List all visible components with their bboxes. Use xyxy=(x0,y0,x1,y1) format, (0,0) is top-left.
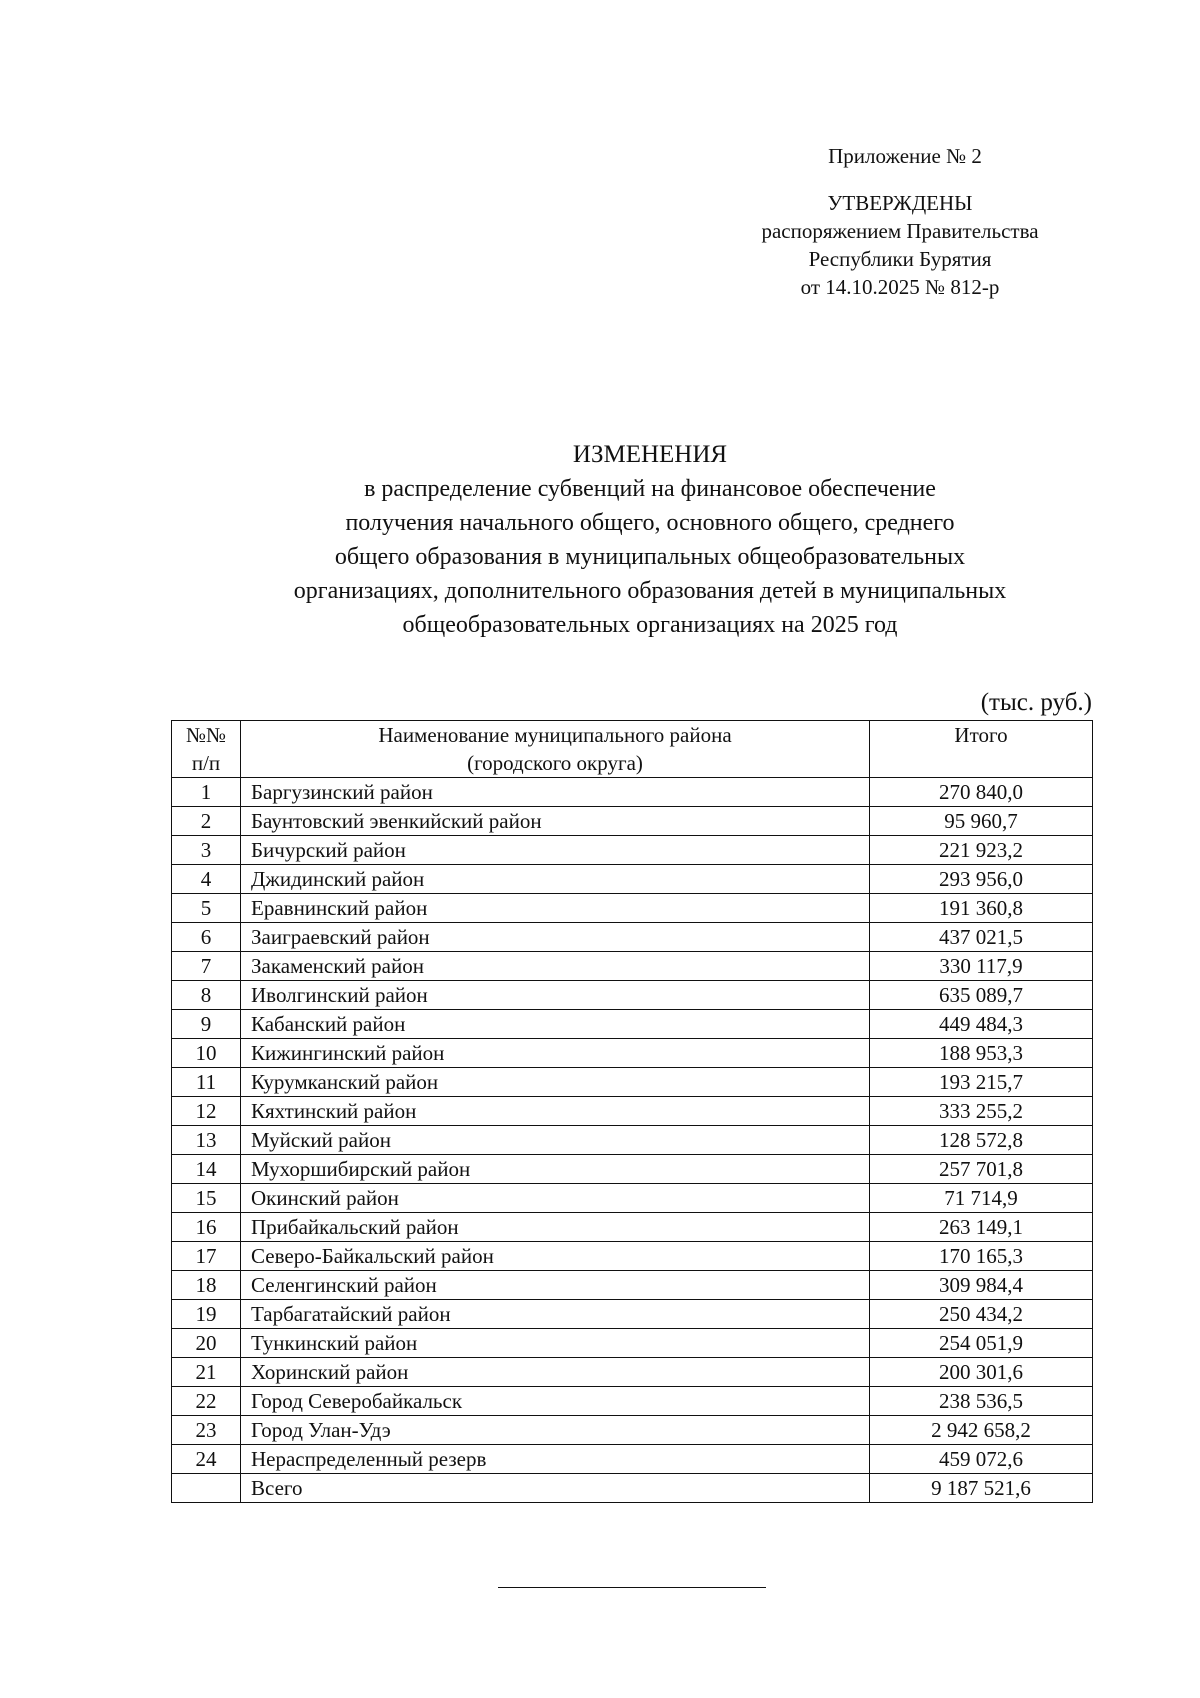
district-name: Тарбагатайский район xyxy=(241,1300,870,1329)
header-num xyxy=(172,721,241,778)
header-num-line: п/п xyxy=(191,751,221,775)
row-total: 257 701,8 xyxy=(870,1155,1093,1184)
row-number: 9 xyxy=(172,1010,241,1039)
row-total: 459 072,6 xyxy=(870,1445,1093,1474)
table-row xyxy=(172,1271,1093,1300)
table-row xyxy=(172,894,1093,923)
approved-label: УТВЕРЖДЕНЫ xyxy=(827,191,973,215)
row-total: 238 536,5 xyxy=(870,1387,1093,1416)
row-total: 293 956,0 xyxy=(870,865,1093,894)
district-name: Кяхтинский район xyxy=(241,1097,870,1126)
table-row xyxy=(172,778,1093,807)
table-row xyxy=(172,836,1093,865)
district-name: Северо-Байкальский район xyxy=(241,1242,870,1271)
table-row xyxy=(172,981,1093,1010)
row-number: 19 xyxy=(172,1300,241,1329)
table-row xyxy=(172,807,1093,836)
district-name: Бичурский район xyxy=(241,836,870,865)
row-number: 17 xyxy=(172,1242,241,1271)
total-row xyxy=(172,1474,1093,1503)
row-number: 22 xyxy=(172,1387,241,1416)
table-row xyxy=(172,1184,1093,1213)
row-number: 1 xyxy=(172,778,241,807)
appendix-number: Приложение № 2 xyxy=(828,144,982,168)
row-total: 437 021,5 xyxy=(870,923,1093,952)
row-number: 12 xyxy=(172,1097,241,1126)
row-total: 188 953,3 xyxy=(870,1039,1093,1068)
table-row xyxy=(172,1358,1093,1387)
district-name: Кижингинский район xyxy=(241,1039,870,1068)
title-heading: ИЗМЕНЕНИЯ xyxy=(572,441,728,468)
row-total: 635 089,7 xyxy=(870,981,1093,1010)
approval-line-1: распоряжением Правительства xyxy=(761,219,1039,243)
district-name: Город Улан-Удэ xyxy=(241,1416,870,1445)
table-row xyxy=(172,1329,1093,1358)
row-number: 5 xyxy=(172,894,241,923)
row-number: 14 xyxy=(172,1155,241,1184)
row-total: 2 942 658,2 xyxy=(870,1416,1093,1445)
footer-divider xyxy=(498,1587,766,1588)
table-row xyxy=(172,1445,1093,1474)
row-number: 20 xyxy=(172,1329,241,1358)
table-row xyxy=(172,865,1093,894)
row-total: 270 840,0 xyxy=(870,778,1093,807)
table-row xyxy=(172,1039,1093,1068)
header-name xyxy=(241,721,870,778)
table-row xyxy=(172,1155,1093,1184)
row-total: 309 984,4 xyxy=(870,1271,1093,1300)
row-total: 330 117,9 xyxy=(870,952,1093,981)
table-row xyxy=(172,1097,1093,1126)
district-name: Город Северобайкальск xyxy=(241,1387,870,1416)
district-name: Закаменский район xyxy=(241,952,870,981)
table-header-row xyxy=(172,721,1093,778)
row-total: 71 714,9 xyxy=(870,1184,1093,1213)
row-number: 6 xyxy=(172,923,241,952)
district-name: Джидинский район xyxy=(241,865,870,894)
row-total: 9 187 521,6 xyxy=(870,1474,1093,1503)
row-total: 263 149,1 xyxy=(870,1213,1093,1242)
district-name: Нераспределенный резерв xyxy=(241,1445,870,1474)
district-name: Курумканский район xyxy=(241,1068,870,1097)
row-number: 10 xyxy=(172,1039,241,1068)
approval-block xyxy=(700,142,1100,301)
table-row xyxy=(172,1213,1093,1242)
row-total: 128 572,8 xyxy=(870,1126,1093,1155)
header-name-line: Наименование муниципального района xyxy=(378,723,732,747)
table-row xyxy=(172,1387,1093,1416)
table-row xyxy=(172,1300,1093,1329)
district-name: Муйский район xyxy=(241,1126,870,1155)
district-name: Прибайкальский район xyxy=(241,1213,870,1242)
subvention-table xyxy=(171,720,1093,1503)
currency-unit: (тыс. руб.) xyxy=(980,689,1092,716)
row-number xyxy=(172,1474,241,1503)
district-name: Хоринский район xyxy=(241,1358,870,1387)
table-row xyxy=(172,1010,1093,1039)
district-name: Тункинский район xyxy=(241,1329,870,1358)
row-total: 95 960,7 xyxy=(870,807,1093,836)
row-number: 4 xyxy=(172,865,241,894)
header-name-line: (городского округа) xyxy=(467,751,643,775)
row-number: 16 xyxy=(172,1213,241,1242)
district-name: Кабанский район xyxy=(241,1010,870,1039)
row-number: 3 xyxy=(172,836,241,865)
document-title xyxy=(150,438,1150,642)
district-name: Еравнинский район xyxy=(241,894,870,923)
header-num-line: №№ xyxy=(185,723,227,747)
table-row xyxy=(172,1068,1093,1097)
header-total: Итого xyxy=(870,721,1093,778)
row-number: 8 xyxy=(172,981,241,1010)
row-number: 18 xyxy=(172,1271,241,1300)
title-line: в распределение субвенций на финансовое обеспечение xyxy=(364,476,936,502)
table-row xyxy=(172,952,1093,981)
district-name: Окинский район xyxy=(241,1184,870,1213)
row-number: 11 xyxy=(172,1068,241,1097)
row-number: 13 xyxy=(172,1126,241,1155)
table-row xyxy=(172,1416,1093,1445)
row-total: 333 255,2 xyxy=(870,1097,1093,1126)
row-total: 193 215,7 xyxy=(870,1068,1093,1097)
district-name: Селенгинский район xyxy=(241,1271,870,1300)
table-row xyxy=(172,1126,1093,1155)
row-number: 7 xyxy=(172,952,241,981)
row-total: 191 360,8 xyxy=(870,894,1093,923)
row-number: 23 xyxy=(172,1416,241,1445)
district-name: Мухоршибирский район xyxy=(241,1155,870,1184)
title-line: общеобразовательных организациях на 2025 год xyxy=(402,612,898,638)
row-total: 170 165,3 xyxy=(870,1242,1093,1271)
district-name: Заиграевский район xyxy=(241,923,870,952)
title-line: получения начального общего, основного общего, среднего xyxy=(345,510,955,536)
row-number: 21 xyxy=(172,1358,241,1387)
district-name: Всего xyxy=(241,1474,870,1503)
title-line: общего образования в муниципальных общеобразовательных xyxy=(334,544,966,570)
row-total: 221 923,2 xyxy=(870,836,1093,865)
row-total: 250 434,2 xyxy=(870,1300,1093,1329)
row-number: 24 xyxy=(172,1445,241,1474)
row-number: 2 xyxy=(172,807,241,836)
approval-line-2: Республики Бурятия xyxy=(808,247,992,271)
row-total: 254 051,9 xyxy=(870,1329,1093,1358)
district-name: Баунтовский эвенкийский район xyxy=(241,807,870,836)
district-name: Баргузинский район xyxy=(241,778,870,807)
row-number: 15 xyxy=(172,1184,241,1213)
table-row xyxy=(172,923,1093,952)
title-line: организациях, дополнительного образования детей в муниципальных xyxy=(293,578,1007,604)
table-row xyxy=(172,1242,1093,1271)
district-name: Иволгинский район xyxy=(241,981,870,1010)
approval-line-3: от 14.10.2025 № 812-р xyxy=(800,275,1000,299)
row-total: 449 484,3 xyxy=(870,1010,1093,1039)
row-total: 200 301,6 xyxy=(870,1358,1093,1387)
